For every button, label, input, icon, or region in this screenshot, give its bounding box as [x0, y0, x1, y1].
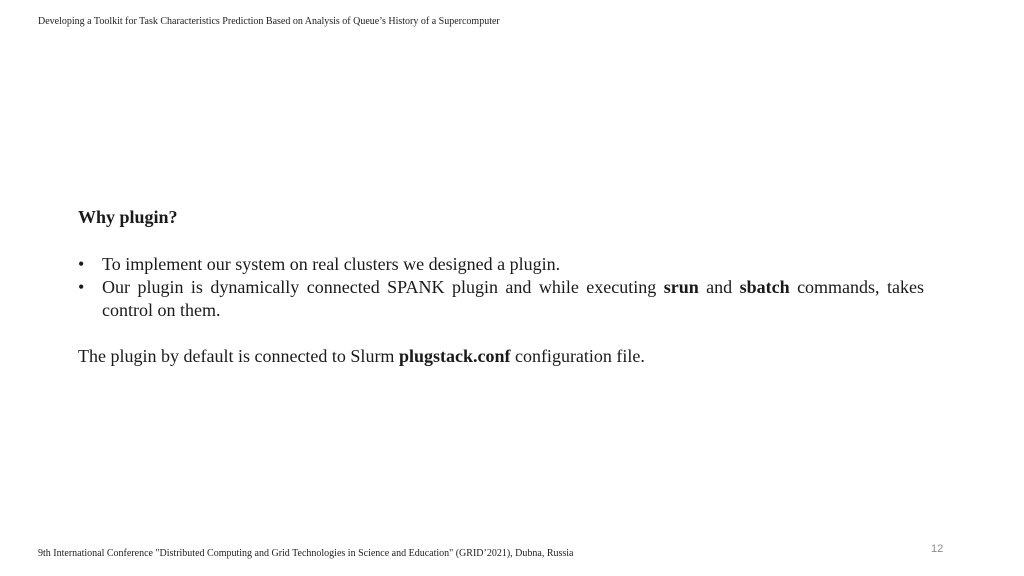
closing-paragraph	[78, 345, 924, 368]
bullet-text-part: Our plugin is dynamically connected SPANK plugin and while executing	[102, 277, 664, 297]
slide-footer: 9th International Conference "Distributed Computing and Grid Technologies in Science and Education" (GRID’2021), Dubna, Russia	[38, 548, 574, 559]
closing-text-part: configuration file.	[510, 346, 645, 366]
bullet-item-1	[78, 253, 924, 276]
slide-content	[78, 206, 924, 368]
page-number: 12	[931, 543, 944, 555]
bullet-list	[78, 253, 924, 322]
srun-command: srun	[663, 277, 699, 297]
bullet-text-part: and	[698, 277, 740, 297]
slide-header-title: Developing a Toolkit for Task Characteristics Prediction Based on Analysis of Queue’s History of a Supercomputer	[38, 16, 500, 27]
closing-text-part: The plugin by default is connected to Slurm	[78, 346, 399, 366]
bullet-marker: •	[78, 277, 85, 297]
section-heading: Why plugin?	[78, 207, 178, 227]
bullet-item-2	[78, 276, 924, 322]
bullet-marker: •	[78, 254, 85, 274]
config-file-name: plugstack.conf	[398, 346, 511, 366]
sbatch-command: sbatch	[739, 277, 790, 297]
bullet-text: To implement our system on real clusters we designed a plugin.	[102, 254, 561, 274]
bullet-text-part: commands, takes control on them.	[102, 277, 924, 320]
